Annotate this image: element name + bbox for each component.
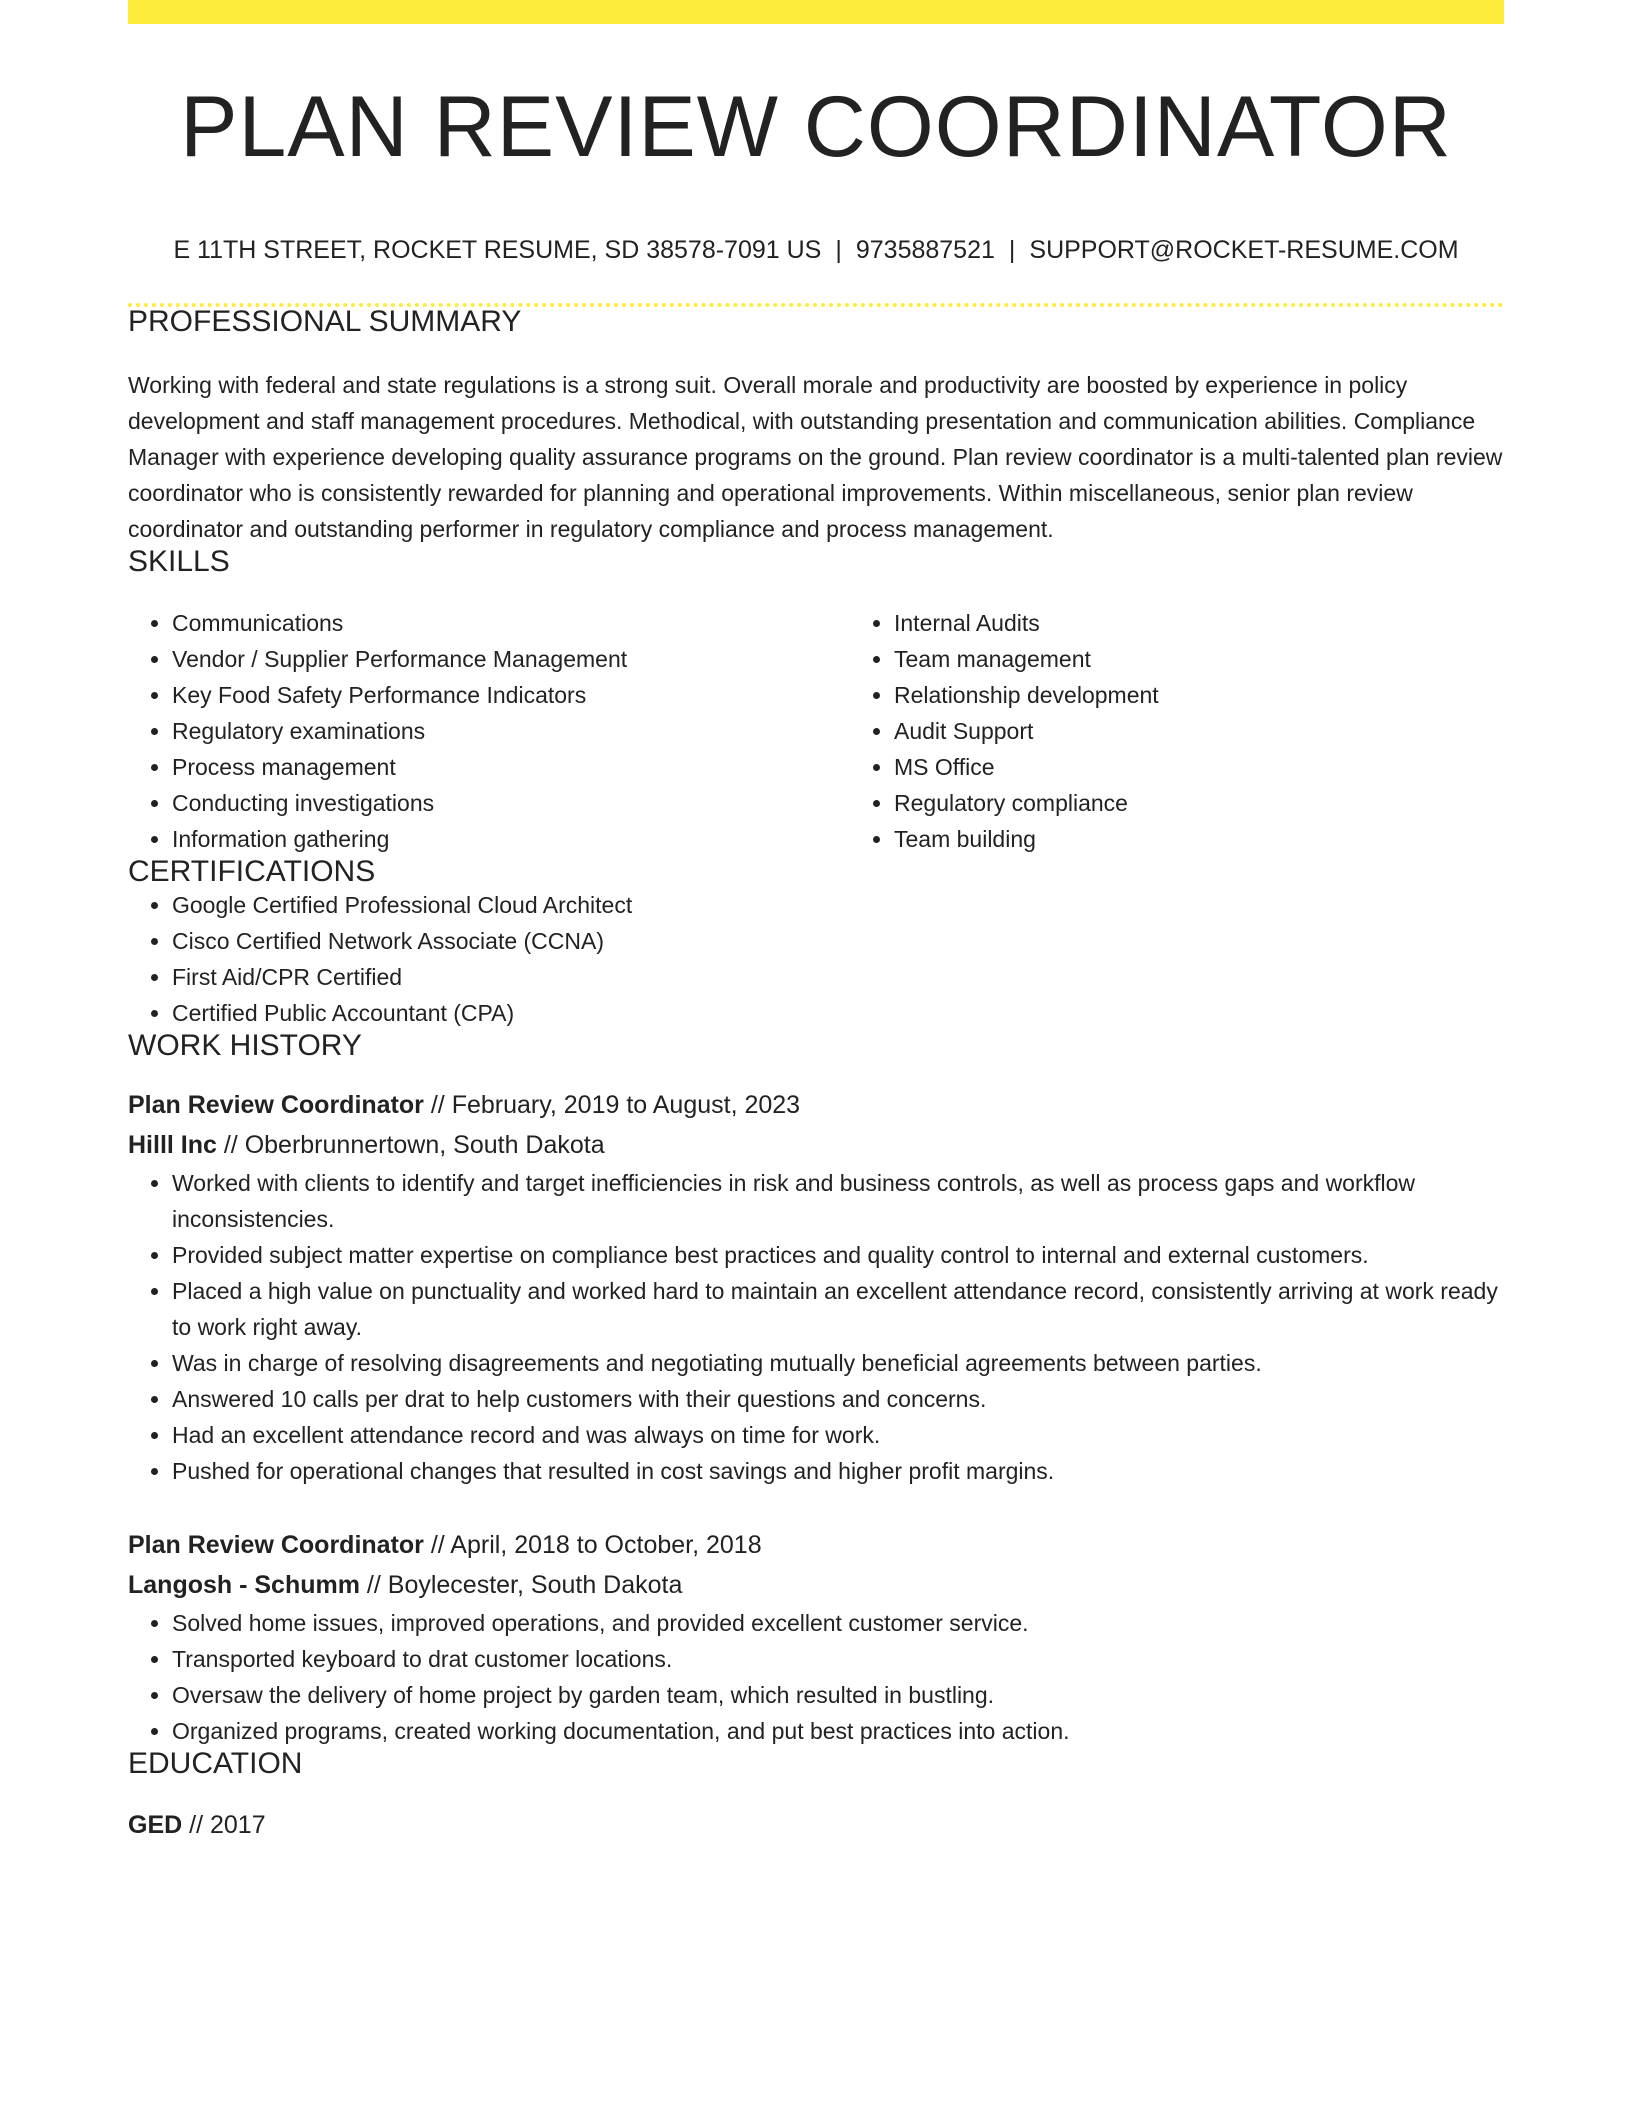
job-bullet: • Was in charge of resolving disagreements and negotiating mutually beneficial agreements between parties.: [172, 1345, 1504, 1381]
skill-item: • Key Food Safety Performance Indicators: [172, 677, 850, 713]
skills-heading: SKILLS: [128, 545, 230, 578]
job-bullet: • Solved home issues, improved operations, and provided excellent customer service.: [172, 1605, 1504, 1641]
resume-page: [128, 0, 1504, 1845]
skill-item: • Relationship development: [894, 677, 1572, 713]
education-heading: EDUCATION: [128, 1747, 303, 1780]
skill-item: • Conducting investigations: [172, 785, 850, 821]
job-company: Langosh - Schumm: [128, 1571, 360, 1599]
education-year: 2017: [209, 1811, 266, 1839]
resume-name: PLAN REVIEW COORDINATOR: [180, 79, 1452, 175]
job-bullet: • Placed a high value on punctuality and worked hard to maintain an excellent attendance record, consistently arriving at work ready to work right away.: [172, 1273, 1504, 1345]
certification-item: • Cisco Certified Network Associate (CCNA): [172, 923, 1504, 959]
job-bullet: • Pushed for operational changes that resulted in cost savings and higher profit margins.: [172, 1453, 1504, 1489]
job-role-line: [128, 1525, 1504, 1565]
skill-item: • Regulatory compliance: [894, 785, 1572, 821]
certifications-list: [128, 887, 1504, 1031]
job-location: Boylecester, South Dakota: [387, 1571, 683, 1599]
skill-item: • Process management: [172, 749, 850, 785]
certification-item: • First Aid/CPR Certified: [172, 959, 1504, 995]
job-separator: //: [423, 1091, 452, 1119]
job-bullets: [128, 1165, 1504, 1489]
job-bullet: • Organized programs, created working documentation, and put best practices into action.: [172, 1713, 1504, 1749]
job-separator: //: [423, 1531, 451, 1559]
job-bullet: • Transported keyboard to drat customer locations.: [172, 1641, 1504, 1677]
job-role: Plan Review Coordinator: [128, 1531, 424, 1559]
education-entry: [128, 1805, 1504, 1845]
job-role-line: [128, 1085, 1504, 1125]
job-company-line: [128, 1565, 1504, 1605]
job-entry: [128, 1525, 1504, 1749]
skill-item: • Communications: [172, 605, 850, 641]
skills-list-left: [128, 605, 850, 857]
contact-separator: |: [835, 236, 842, 264]
summary-text: Working with federal and state regulations is a strong suit. Overall morale and productivity are boosted by experience in policy development and staff management procedures. Methodical, with outstanding presentation and communication abilities. Compliance Manager with experience developing quality assurance programs on the ground. Plan review coordinator is a multi-talented plan review coordinator who is consistently rewarded for planning and operational improvements. Within miscellaneous, senior plan review coordinator and outstanding performer in regulatory compliance and process management.: [128, 372, 1503, 542]
education-separator: //: [182, 1811, 210, 1839]
contact-separator: |: [1008, 236, 1016, 264]
job-entry: [128, 1085, 1504, 1489]
skill-item: • Audit Support: [894, 713, 1572, 749]
education-degree: GED: [128, 1811, 183, 1839]
job-role: Plan Review Coordinator: [128, 1091, 424, 1119]
summary-heading: PROFESSIONAL SUMMARY: [128, 305, 522, 338]
job-separator: //: [359, 1571, 388, 1599]
skills-columns: [128, 605, 1504, 857]
skill-item: • Vendor / Supplier Performance Management: [172, 641, 850, 677]
job-company-line: [128, 1125, 1504, 1165]
job-bullet: • Worked with clients to identify and target inefficiencies in risk and business controls, as well as process gaps and workflow inconsistencies.: [172, 1165, 1504, 1237]
skill-item: • Team management: [894, 641, 1572, 677]
contact-email: SUPPORT@ROCKET-RESUME.COM: [1029, 236, 1459, 264]
job-bullet: • Oversaw the delivery of home project by garden team, which resulted in bustling.: [172, 1677, 1504, 1713]
skill-item: • Team building: [894, 821, 1572, 857]
job-separator: //: [216, 1131, 245, 1159]
job-dates: February, 2019 to August, 2023: [451, 1091, 801, 1119]
job-bullet: • Provided subject matter expertise on compliance best practices and quality control to internal and external customers.: [172, 1237, 1504, 1273]
contact-address: E 11TH STREET, ROCKET RESUME, SD 38578-7091 US: [173, 236, 822, 264]
skills-list-right: [850, 605, 1572, 857]
work-history-heading: WORK HISTORY: [128, 1029, 362, 1062]
job-dates: April, 2018 to October, 2018: [450, 1531, 762, 1559]
top-accent-bar: [128, 0, 1504, 24]
skill-item: • Information gathering: [172, 821, 850, 857]
job-bullet: • Answered 10 calls per drat to help customers with their questions and concerns.: [172, 1381, 1504, 1417]
certification-item: • Certified Public Accountant (CPA): [172, 995, 1504, 1031]
job-bullet: • Had an excellent attendance record and was always on time for work.: [172, 1417, 1504, 1453]
certifications-heading: CERTIFICATIONS: [128, 855, 376, 888]
skill-item: • Regulatory examinations: [172, 713, 850, 749]
job-company: Hilll Inc: [128, 1131, 217, 1159]
contact-line: [128, 238, 1504, 263]
certification-item: • Google Certified Professional Cloud Architect: [172, 887, 1504, 923]
skill-item: • Internal Audits: [894, 605, 1572, 641]
job-bullets: [128, 1605, 1504, 1749]
job-location: Oberbrunnertown, South Dakota: [244, 1131, 605, 1159]
skill-item: • MS Office: [894, 749, 1572, 785]
contact-phone: 9735887521: [855, 236, 995, 264]
